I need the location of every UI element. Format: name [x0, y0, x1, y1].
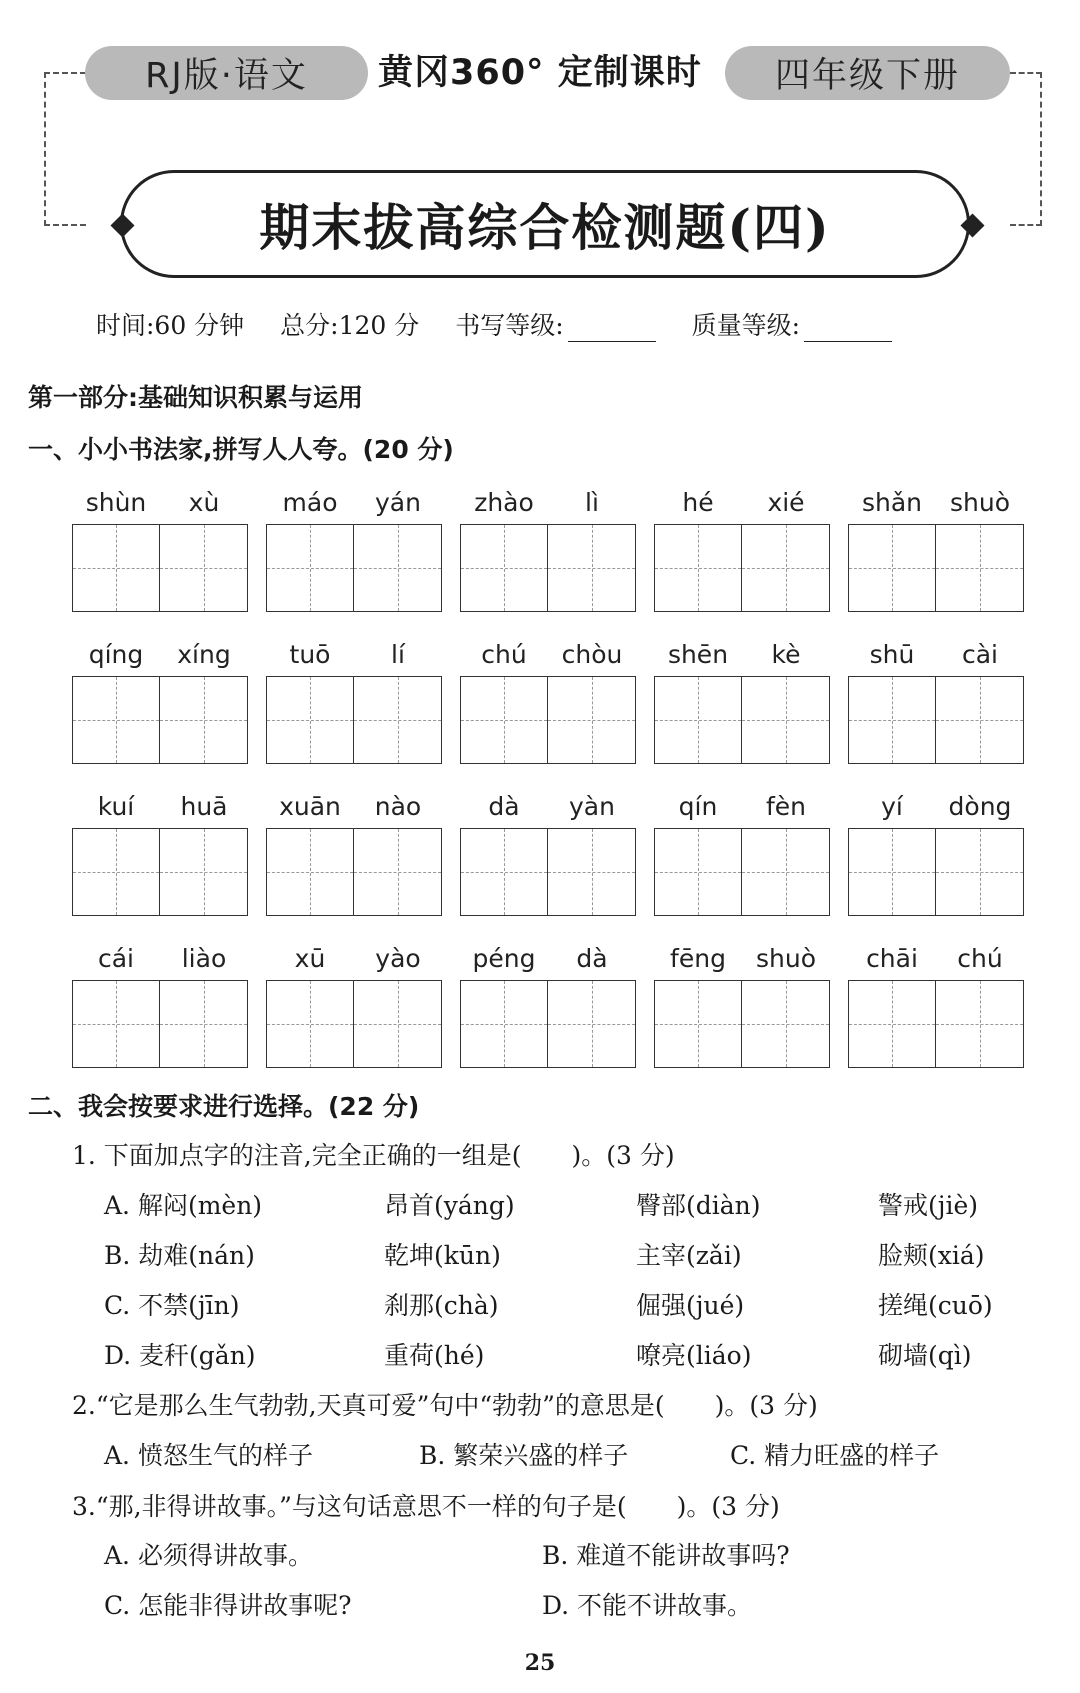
- question-2-stem: 2.“它是那么生气勃勃,天真可爱”句中“勃勃”的意思是( )。(3 分): [72, 1391, 818, 1420]
- writing-cell[interactable]: [849, 677, 936, 763]
- pinyin-label: shùn: [85, 488, 147, 517]
- pinyin-label: dà: [576, 944, 608, 973]
- pinyin-word-box: [72, 488, 248, 608]
- pinyin-word-box: [266, 640, 442, 760]
- pinyin-label: chú: [481, 640, 527, 669]
- pinyin-word-box: [460, 944, 636, 1064]
- writing-cell[interactable]: [936, 981, 1023, 1067]
- pinyin-label: cài: [961, 640, 998, 669]
- pinyin-label: chòu: [561, 640, 623, 669]
- pinyin-label: shuò: [755, 944, 816, 973]
- page-number: 25: [524, 1650, 556, 1676]
- pinyin-label: qín: [678, 792, 718, 821]
- writing-grid: [460, 828, 636, 916]
- writing-cell[interactable]: [73, 677, 160, 763]
- pinyin-label: yán: [375, 488, 421, 517]
- q2-option-b: B. 繁荣兴盛的样子: [419, 1441, 629, 1470]
- writing-grid: [72, 524, 248, 612]
- writing-cell[interactable]: [73, 981, 160, 1067]
- pinyin-label: kuí: [97, 792, 135, 821]
- pinyin-label: xuān: [279, 792, 341, 821]
- writing-cell[interactable]: [160, 525, 247, 611]
- exam-meta: [96, 306, 920, 342]
- pinyin-label: yí: [881, 792, 903, 821]
- section-one-heading: 一、小小书法家,拼写人人夸。(20 分): [28, 435, 454, 464]
- writing-grid: [266, 676, 442, 764]
- writing-grid: [72, 828, 248, 916]
- q1-option-c-3: 倔强(jué): [636, 1291, 745, 1320]
- quality-grade-label: 质量等级:: [691, 311, 801, 340]
- writing-cell[interactable]: [461, 981, 548, 1067]
- writing-grid: [848, 676, 1024, 764]
- pinyin-label: qíng: [88, 640, 144, 669]
- pinyin-label: shēn: [667, 640, 729, 669]
- pinyin-label: huā: [180, 792, 228, 821]
- q1-option-a-1: A. 解闷(mèn): [104, 1191, 263, 1220]
- writing-grid: [654, 980, 830, 1068]
- q1-option-a-3: 臀部(diàn): [636, 1191, 761, 1220]
- writing-cell[interactable]: [354, 981, 441, 1067]
- subject-tag: RJ版·语文: [85, 46, 368, 100]
- pinyin-word-box: [460, 488, 636, 608]
- writing-cell[interactable]: [160, 829, 247, 915]
- q1-option-b-1: B. 劫难(nán): [104, 1241, 255, 1270]
- pinyin-label: péng: [472, 944, 536, 973]
- q1-option-c-4: 搓绳(cuō): [878, 1291, 993, 1320]
- writing-cell[interactable]: [160, 981, 247, 1067]
- pinyin-word-box: [72, 640, 248, 760]
- q3-option-b: B. 难道不能讲故事吗?: [542, 1541, 790, 1570]
- q3-option-a: A. 必须得讲故事。: [104, 1541, 313, 1570]
- writing-cell[interactable]: [936, 829, 1023, 915]
- writing-cell[interactable]: [73, 829, 160, 915]
- writing-cell[interactable]: [742, 829, 829, 915]
- writing-cell[interactable]: [267, 981, 354, 1067]
- writing-grid: [266, 828, 442, 916]
- writing-cell[interactable]: [354, 525, 441, 611]
- writing-cell[interactable]: [655, 525, 742, 611]
- writing-cell[interactable]: [742, 981, 829, 1067]
- quality-grade-blank: [804, 312, 892, 342]
- writing-grid: [654, 524, 830, 612]
- pinyin-label: liào: [181, 944, 227, 973]
- header-frame-left: [44, 72, 86, 226]
- writing-cell[interactable]: [267, 829, 354, 915]
- exam-total: 总分:120 分: [280, 311, 420, 340]
- writing-grid: [848, 524, 1024, 612]
- pinyin-label: yào: [375, 944, 421, 973]
- writing-cell[interactable]: [461, 677, 548, 763]
- section-two-heading: 二、我会按要求进行选择。(22 分): [28, 1092, 420, 1121]
- pinyin-word-box: [848, 792, 1024, 912]
- pinyin-label: xù: [188, 488, 220, 517]
- pinyin-label: dà: [488, 792, 520, 821]
- q1-option-a-2: 昂首(yáng): [384, 1191, 515, 1220]
- q3-option-c: C. 怎能非得讲故事呢?: [104, 1591, 352, 1620]
- q1-option-d-2: 重荷(hé): [384, 1341, 485, 1370]
- pinyin-word-box: [266, 792, 442, 912]
- pinyin-label: dòng: [948, 792, 1012, 821]
- writing-cell[interactable]: [267, 677, 354, 763]
- writing-cell[interactable]: [548, 525, 635, 611]
- q1-option-a-4: 警戒(jiè): [878, 1191, 979, 1220]
- pinyin-label: shuò: [949, 488, 1010, 517]
- pinyin-word-box: [654, 944, 830, 1064]
- pinyin-label: máo: [282, 488, 338, 517]
- quality-grade: [692, 311, 892, 340]
- writing-grid: [266, 980, 442, 1068]
- pinyin-label: hé: [682, 488, 714, 517]
- writing-grade: [455, 311, 655, 340]
- q1-option-d-1: D. 麦秆(gǎn): [104, 1341, 256, 1370]
- writing-cell[interactable]: [267, 525, 354, 611]
- writing-cell[interactable]: [548, 981, 635, 1067]
- writing-cell[interactable]: [936, 677, 1023, 763]
- writing-grid: [266, 524, 442, 612]
- writing-grade-blank: [568, 312, 656, 342]
- pinyin-label: kè: [771, 640, 801, 669]
- writing-cell[interactable]: [461, 525, 548, 611]
- q1-option-d-4: 砌墙(qì): [878, 1341, 972, 1370]
- pinyin-word-box: [848, 488, 1024, 608]
- writing-grid: [460, 980, 636, 1068]
- pinyin-label: zhào: [474, 488, 534, 517]
- writing-cell[interactable]: [548, 677, 635, 763]
- brand-title: 黄冈360° 定制课时: [378, 53, 702, 93]
- exam-time: 时间:60 分钟: [96, 311, 245, 340]
- pinyin-label: xíng: [177, 640, 231, 669]
- pinyin-word-box: [266, 488, 442, 608]
- pinyin-word-box: [654, 488, 830, 608]
- question-1-stem: 1. 下面加点字的注音,完全正确的一组是( )。(3 分): [72, 1141, 675, 1170]
- writing-cell[interactable]: [160, 677, 247, 763]
- writing-grade-label: 书写等级:: [455, 311, 564, 340]
- pinyin-label: nào: [374, 792, 422, 821]
- q2-option-c: C. 精力旺盛的样子: [730, 1441, 940, 1470]
- writing-cell[interactable]: [849, 829, 936, 915]
- writing-grid: [72, 676, 248, 764]
- writing-cell[interactable]: [655, 677, 742, 763]
- pinyin-label: lí: [391, 640, 405, 669]
- pinyin-label: chāi: [866, 944, 918, 973]
- header-frame-right: [1010, 72, 1042, 226]
- pinyin-label: fēng: [670, 944, 726, 973]
- pinyin-word-box: [654, 792, 830, 912]
- writing-grid: [460, 524, 636, 612]
- writing-cell[interactable]: [354, 829, 441, 915]
- pinyin-label: xū: [294, 944, 326, 973]
- writing-cell[interactable]: [849, 981, 936, 1067]
- question-3-stem: 3.“那,非得讲故事。”与这句话意思不一样的句子是( )。(3 分): [72, 1492, 780, 1521]
- writing-cell[interactable]: [936, 525, 1023, 611]
- writing-cell[interactable]: [742, 677, 829, 763]
- q2-option-a: A. 愤怒生气的样子: [104, 1441, 313, 1470]
- pinyin-label: cái: [97, 944, 134, 973]
- q1-option-b-4: 脸颊(xiá): [878, 1241, 985, 1270]
- pinyin-label: yàn: [569, 792, 615, 821]
- writing-cell[interactable]: [849, 525, 936, 611]
- writing-cell[interactable]: [655, 981, 742, 1067]
- q1-option-b-3: 主宰(zǎi): [636, 1241, 742, 1270]
- pinyin-word-box: [266, 944, 442, 1064]
- writing-cell[interactable]: [461, 829, 548, 915]
- writing-cell[interactable]: [548, 829, 635, 915]
- writing-cell[interactable]: [73, 525, 160, 611]
- part-one-heading: 第一部分:基础知识积累与运用: [28, 383, 363, 412]
- q1-option-c-2: 刹那(chà): [384, 1291, 499, 1320]
- pinyin-label: tuō: [289, 640, 331, 669]
- writing-grid: [848, 980, 1024, 1068]
- pinyin-label: fèn: [765, 792, 807, 821]
- writing-grid: [654, 828, 830, 916]
- writing-cell[interactable]: [655, 829, 742, 915]
- writing-grid: [654, 676, 830, 764]
- q1-option-d-3: 嘹亮(liáo): [636, 1341, 752, 1370]
- pinyin-word-box: [654, 640, 830, 760]
- q3-option-d: D. 不能不讲故事。: [542, 1591, 753, 1620]
- grade-tag: 四年级下册: [725, 46, 1010, 100]
- pinyin-label: chú: [957, 944, 1003, 973]
- pinyin-label: shū: [869, 640, 915, 669]
- pinyin-word-box: [848, 640, 1024, 760]
- page-title: 期末拔高综合检测题(四): [259, 198, 831, 257]
- writing-cell[interactable]: [354, 677, 441, 763]
- pinyin-word-box: [460, 792, 636, 912]
- pinyin-word-box: [72, 944, 248, 1064]
- pinyin-label: xié: [767, 488, 805, 517]
- writing-grid: [460, 676, 636, 764]
- pinyin-label: shǎn: [861, 488, 923, 517]
- writing-grid: [848, 828, 1024, 916]
- pinyin-word-box: [72, 792, 248, 912]
- q1-option-c-1: C. 不禁(jīn): [104, 1291, 240, 1320]
- pinyin-word-box: [848, 944, 1024, 1064]
- writing-cell[interactable]: [742, 525, 829, 611]
- writing-grid: [72, 980, 248, 1068]
- q1-option-b-2: 乾坤(kūn): [384, 1241, 501, 1270]
- pinyin-label: lì: [585, 488, 599, 517]
- pinyin-word-box: [460, 640, 636, 760]
